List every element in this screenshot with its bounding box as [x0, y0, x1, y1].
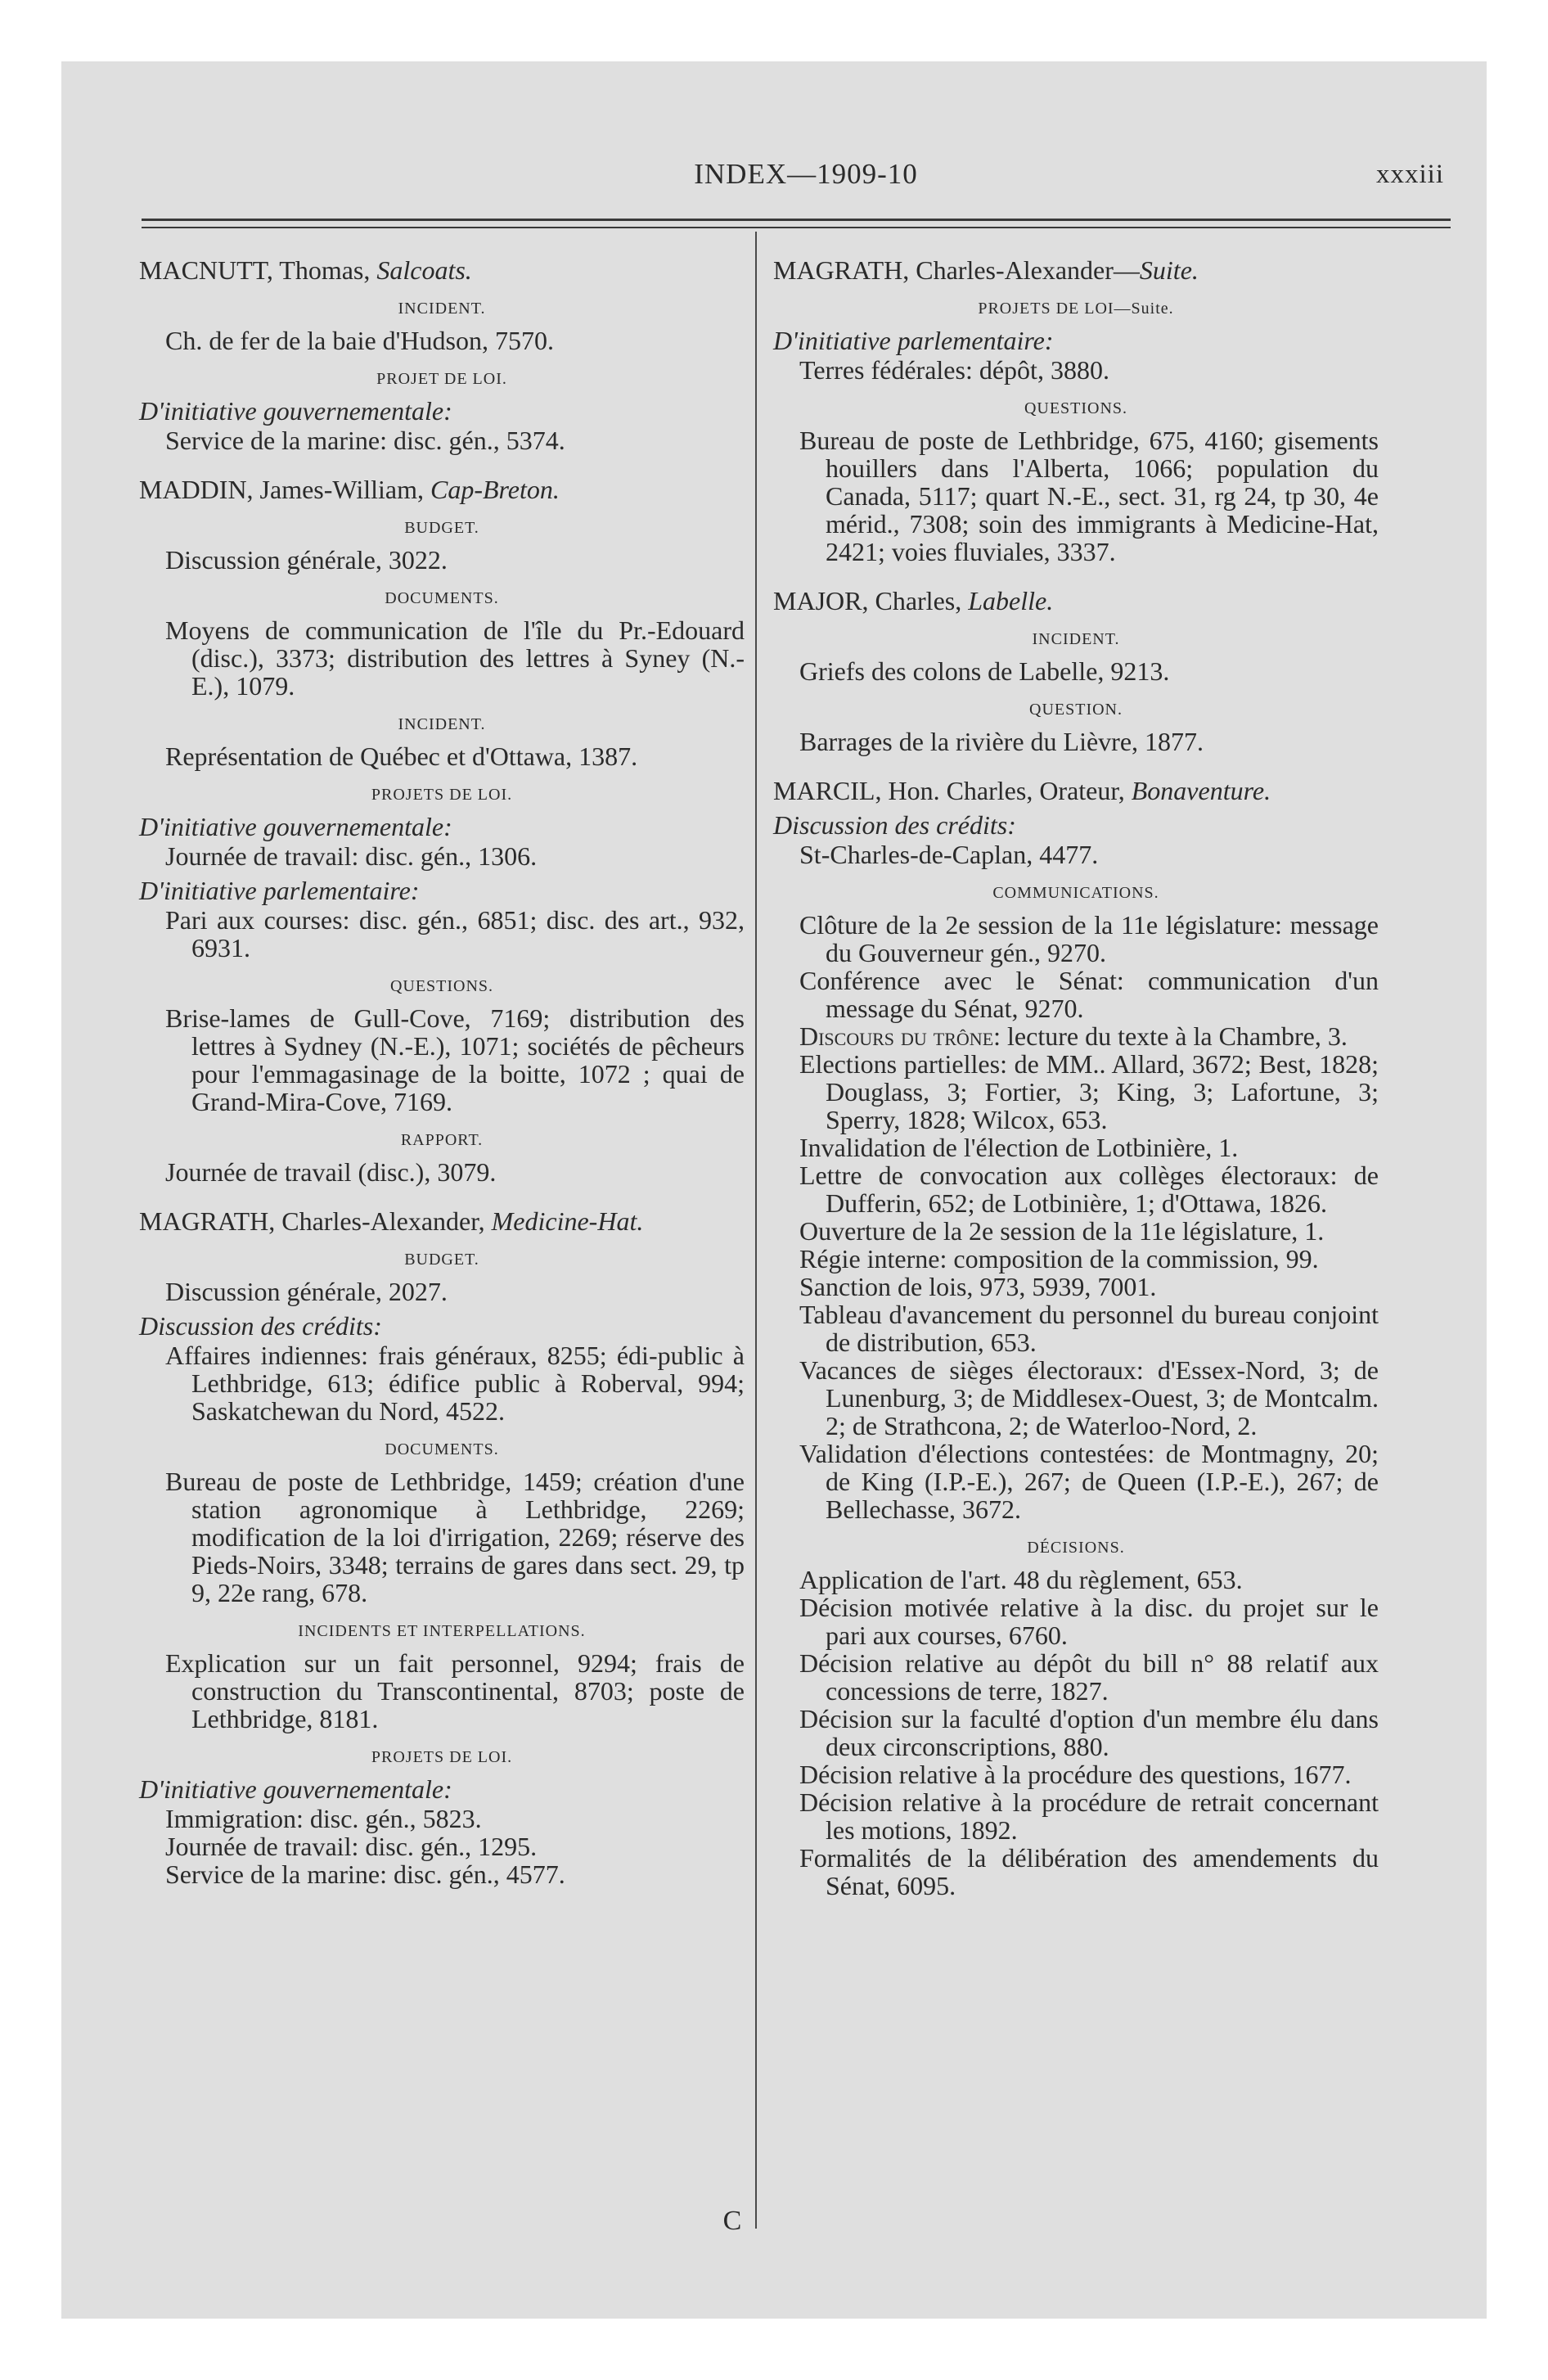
- signature-mark: C: [722, 2206, 742, 2236]
- index-entry: Validation d'élections contestées: de Montmagny, 20; de King (I.P.-E.), 267; de Queen (I.P.-E.), 267; de Bellechasse, 3672.: [799, 1439, 1379, 1524]
- subsection-heading: D'initiative gouvernementale:: [139, 1774, 452, 1804]
- section-heading: PROJETS DE LOI.: [371, 786, 513, 804]
- index-entry: Service de la marine: disc. gén., 5374.: [165, 426, 565, 455]
- index-entry: Journée de travail: disc. gén., 1295.: [165, 1832, 538, 1861]
- section-heading: QUESTIONS.: [1024, 399, 1128, 417]
- index-entry: Tableau d'avancement du personnel du bureau conjoint de distribution, 653.: [799, 1300, 1379, 1357]
- index-entry: Affaires indiennes: frais généraux, 8255; édi-public à Lethbridge, 613; édifice public à Roberval, 994; Saskatchewan du Nord, 4522.: [165, 1341, 745, 1426]
- entry-name-maddin: MADDIN, James-William, Cap-Breton.: [139, 475, 560, 504]
- index-entry: Décision sur la faculté d'option d'un membre élu dans deux circonscriptions, 880.: [799, 1704, 1379, 1761]
- index-entry: Décision motivée relative à la disc. du projet sur le pari aux courses, 6760.: [799, 1593, 1379, 1650]
- entry-name-major: MAJOR, Charles, Labelle.: [773, 586, 1054, 615]
- index-entry: Régie interne: composition de la commission, 99.: [799, 1244, 1319, 1273]
- index-entry: Explication sur un fait personnel, 9294; frais de construction du Transcontinental, 8703; poste de Lethbridge, 8181.: [165, 1648, 745, 1733]
- index-entry: Service de la marine: disc. gén., 4577.: [165, 1859, 565, 1889]
- section-heading: RAPPORT.: [400, 1131, 484, 1149]
- header-rule: [142, 219, 1451, 221]
- left-column: [139, 256, 745, 1888]
- subsection-heading: D'initiative gouvernementale:: [139, 396, 452, 426]
- section-heading: INCIDENTS ET INTERPELLATIONS.: [298, 1622, 586, 1640]
- index-entry: Moyens de communication de l'île du Pr.-Edouard (disc.), 3373; distribution des lettres à Syney (N.-E.), 1079.: [165, 615, 745, 701]
- index-entry: Représentation de Québec et d'Ottawa, 1387.: [165, 741, 638, 771]
- index-entry: Sanction de lois, 973, 5939, 7001.: [799, 1272, 1157, 1301]
- section-heading: BUDGET.: [404, 519, 479, 537]
- section-heading: DOCUMENTS.: [385, 589, 499, 607]
- index-entry: Journée de travail (disc.), 3079.: [165, 1157, 497, 1187]
- index-entry: Formalités de la délibération des amendements du Sénat, 6095.: [799, 1843, 1379, 1900]
- entry-name-magrath: MAGRATH, Charles-Alexander, Medicine-Hat.: [139, 1206, 644, 1236]
- index-entry: Décision relative à la procédure des questions, 1677.: [799, 1760, 1352, 1789]
- entry-name-marcil: MARCIL, Hon. Charles, Orateur, Bonaventure.: [773, 776, 1271, 805]
- index-entry: Discussion générale, 3022.: [165, 545, 448, 575]
- section-heading: QUESTIONS.: [389, 977, 494, 995]
- subsection-heading: Discussion des crédits:: [139, 1311, 382, 1341]
- subsection-heading: Discussion des crédits:: [773, 810, 1016, 840]
- section-heading: PROJETS DE LOI.: [371, 1748, 513, 1766]
- entry-name-macnutt: MACNUTT, Thomas, Salcoats.: [139, 255, 472, 285]
- section-heading: QUESTION.: [1029, 701, 1123, 719]
- index-entry: Ouverture de la 2e session de la 11e législature, 1.: [799, 1216, 1325, 1246]
- index-entry: Bureau de poste de Lethbridge, 1459; création d'une station agronomique à Lethbridge, 2269; modification de la loi d'irrigation, 2269; réserve des Pieds-Noirs, 3348; terrains de gares dans sect. 29, tp 9, 22e rang, 678.: [165, 1467, 745, 1607]
- subsection-heading: D'initiative gouvernementale:: [139, 812, 452, 841]
- subsection-heading: D'initiative parlementaire:: [773, 326, 1054, 355]
- column-divider: [755, 232, 757, 2229]
- index-entry: Griefs des colons de Labelle, 9213.: [799, 656, 1170, 686]
- subsection-heading: D'initiative parlementaire:: [139, 876, 420, 905]
- index-entry: Immigration: disc. gén., 5823.: [165, 1804, 482, 1833]
- index-entry: Application de l'art. 48 du règlement, 653.: [799, 1565, 1243, 1594]
- index-entry: Conférence avec le Sénat: communication d'un message du Sénat, 9270.: [799, 966, 1379, 1023]
- index-entry: Invalidation de l'élection de Lotbinière, 1.: [799, 1133, 1239, 1162]
- page-sheet: [61, 61, 1487, 2319]
- index-entry: Discussion générale, 2027.: [165, 1277, 448, 1306]
- section-heading: INCIDENT.: [398, 300, 486, 318]
- index-entry: St-Charles-de-Caplan, 4477.: [799, 840, 1099, 869]
- entry-name-magrath-suite: MAGRATH, Charles-Alexander—Suite.: [773, 255, 1199, 285]
- section-heading: PROJETS DE LOI—Suite.: [978, 300, 1174, 318]
- right-column: [773, 256, 1379, 1900]
- index-entry: Elections partielles: de MM.. Allard, 3672; Best, 1828; Douglass, 3; Fortier, 3; King, 3; Lafortune, 3; Sperry, 1828; Wilcox, 653.: [799, 1049, 1379, 1134]
- section-heading: BUDGET.: [404, 1251, 479, 1269]
- section-heading: INCIDENT.: [1032, 630, 1120, 648]
- section-heading: PROJET DE LOI.: [376, 370, 507, 388]
- index-entry: Décision relative au dépôt du bill n° 88 relatif aux concessions de terre, 1827.: [799, 1648, 1379, 1706]
- index-entry: Ch. de fer de la baie d'Hudson, 7570.: [165, 326, 554, 355]
- header-rule-secondary: [142, 227, 1451, 228]
- page-header-title: INDEX—1909-10: [694, 158, 918, 190]
- section-heading: COMMUNICATIONS.: [992, 884, 1159, 902]
- index-entry: Clôture de la 2e session de la 11e législature: message du Gouverneur gén., 9270.: [799, 910, 1379, 967]
- index-entry: Journée de travail: disc. gén., 1306.: [165, 841, 538, 871]
- index-entry: Vacances de sièges électoraux: d'Essex-Nord, 3; de Lunenburg, 3; de Middlesex-Ouest, 3; de Montcalm. 2; de Strathcona, 2; de Waterloo-Nord, 2.: [799, 1355, 1379, 1440]
- index-entry: Brise-lames de Gull-Cove, 7169; distribution des lettres à Sydney (N.-E.), 1071; sociétés de pêcheurs pour l'emmagasinage de la boitte, 1072 ; quai de Grand-Mira-Cove, 7169.: [165, 1003, 745, 1116]
- index-entry: Lettre de convocation aux collèges électoraux: de Dufferin, 652; de Lotbinière, 1; d'Ottawa, 1826.: [799, 1161, 1379, 1218]
- index-entry: Discours du trône: lecture du texte à la Chambre, 3.: [799, 1021, 1348, 1051]
- index-entry: Bureau de poste de Lethbridge, 675, 4160; gisements houillers dans l'Alberta, 1066; population du Canada, 5117; quart N.-E., sect. 31, rg 24, tp 30, 4e mérid., 7308; soin des immigrants à Medicine-Hat, 2421; voies fluviales, 3337.: [799, 426, 1379, 566]
- section-heading: DOCUMENTS.: [385, 1440, 499, 1458]
- page-number: xxxiii: [1375, 160, 1444, 189]
- index-entry: Barrages de la rivière du Lièvre, 1877.: [799, 727, 1204, 756]
- index-entry: Terres fédérales: dépôt, 3880.: [799, 355, 1109, 385]
- section-heading: INCIDENT.: [398, 715, 486, 733]
- section-heading: DÉCISIONS.: [1027, 1539, 1125, 1557]
- index-entry: Décision relative à la procédure de retrait concernant les motions, 1892.: [799, 1787, 1379, 1845]
- index-entry: Pari aux courses: disc. gén., 6851; disc. des art., 932, 6931.: [165, 905, 745, 962]
